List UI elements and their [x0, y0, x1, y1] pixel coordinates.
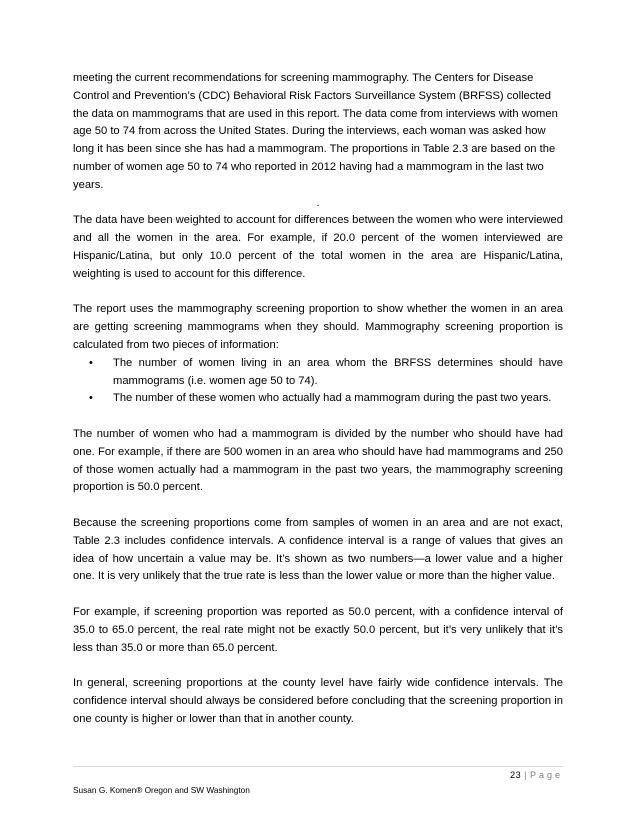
list-item-text: The number of women living in an area whom the BRFSS determines should have mammograms (i.e. women age 50 to 74). — [113, 356, 563, 387]
bullet-icon: • — [89, 392, 93, 405]
footer-divider — [73, 766, 563, 767]
list-item — [73, 390, 563, 408]
list-item — [73, 355, 563, 391]
paragraph-screening-proportion: The report uses the mammography screening proportion to show whether the women in an area are getting screening mammograms when they should. Mammography screening proportion is calculated from two pieces of information: — [73, 303, 563, 351]
stray-dot: . — [316, 196, 320, 209]
page-word: Page — [529, 770, 563, 780]
paragraph-calculation-example: The number of women who had a mammogram is divided by the number who should have had one. For example, if there are 500 women in an area who should have had mammograms and 250 of those women actually had a mammogram in the past two years, the mammography screening proportion is 50.0 percent. — [73, 427, 563, 494]
page-number-value: 23 — [510, 770, 522, 780]
paragraph-interval-example: For example, if screening proportion was reported as 50.0 percent, with a confidence interval of 35.0 to 65.0 percent, the real rate might not be exactly 50.0 percent, but it’s very unlikely that it’s less than 35.0 or more than 65.0 percent. — [73, 605, 563, 654]
paragraph-weighting: The data have been weighted to account for differences between the women who were interviewed and all the women in the area. For example, if 20.0 percent of the women interviewed are Hispanic/Latina, but only 10.0 percent of the total women in the area are Hispanic/Latina, weighting is used to account for this difference. — [73, 214, 563, 280]
paragraph-gap — [73, 284, 563, 302]
page-number — [510, 770, 563, 780]
document-body — [73, 70, 563, 728]
paragraph-gap — [73, 497, 563, 515]
bullet-icon: • — [89, 356, 93, 369]
paragraph-gap — [73, 586, 563, 604]
paragraph-gap — [73, 408, 563, 426]
paragraph-county-comparison: In general, screening proportions at the county level have fairly wide confidence intervals. The confidence interval should always be considered before concluding that the screening proportion in one county is higher or lower than that in another county. — [73, 677, 563, 725]
paragraph-data-source: meeting the current recommendations for screening mammography. The Centers for Disease Control and Prevention’s (CDC) Behavioral Risk Factors Surveillance System (BRFSS) collected the data on mammograms that are used in this report. The data come from interviews with women age 50 to 74 from across the United States. During the interviews, each woman was asked how long it has been since she has had a mammogram. The proportions in Table 2.3 are based on the number of women age 50 to 74 who reported in 2012 having had a mammogram in the last two years. — [73, 72, 558, 191]
page-number-separator: | — [521, 770, 530, 780]
list-item-text: The number of these women who actually had a mammogram during the past two years. — [113, 392, 552, 405]
paragraph-confidence-intervals: Because the screening proportions come from samples of women in an area and are not exact, Table 2.3 includes confidence intervals. A confidence interval is a range of values that gives an idea of how uncertain a value may be. It’s shown as two numbers—a lower value and a higher one. It is very unlikely that the true rate is less than the lower value or more than the higher value. — [73, 516, 563, 583]
footer-organization: Susan G. Komen® Oregon and SW Washington — [73, 785, 250, 795]
bullet-list — [73, 355, 563, 408]
paragraph-gap — [73, 657, 563, 675]
